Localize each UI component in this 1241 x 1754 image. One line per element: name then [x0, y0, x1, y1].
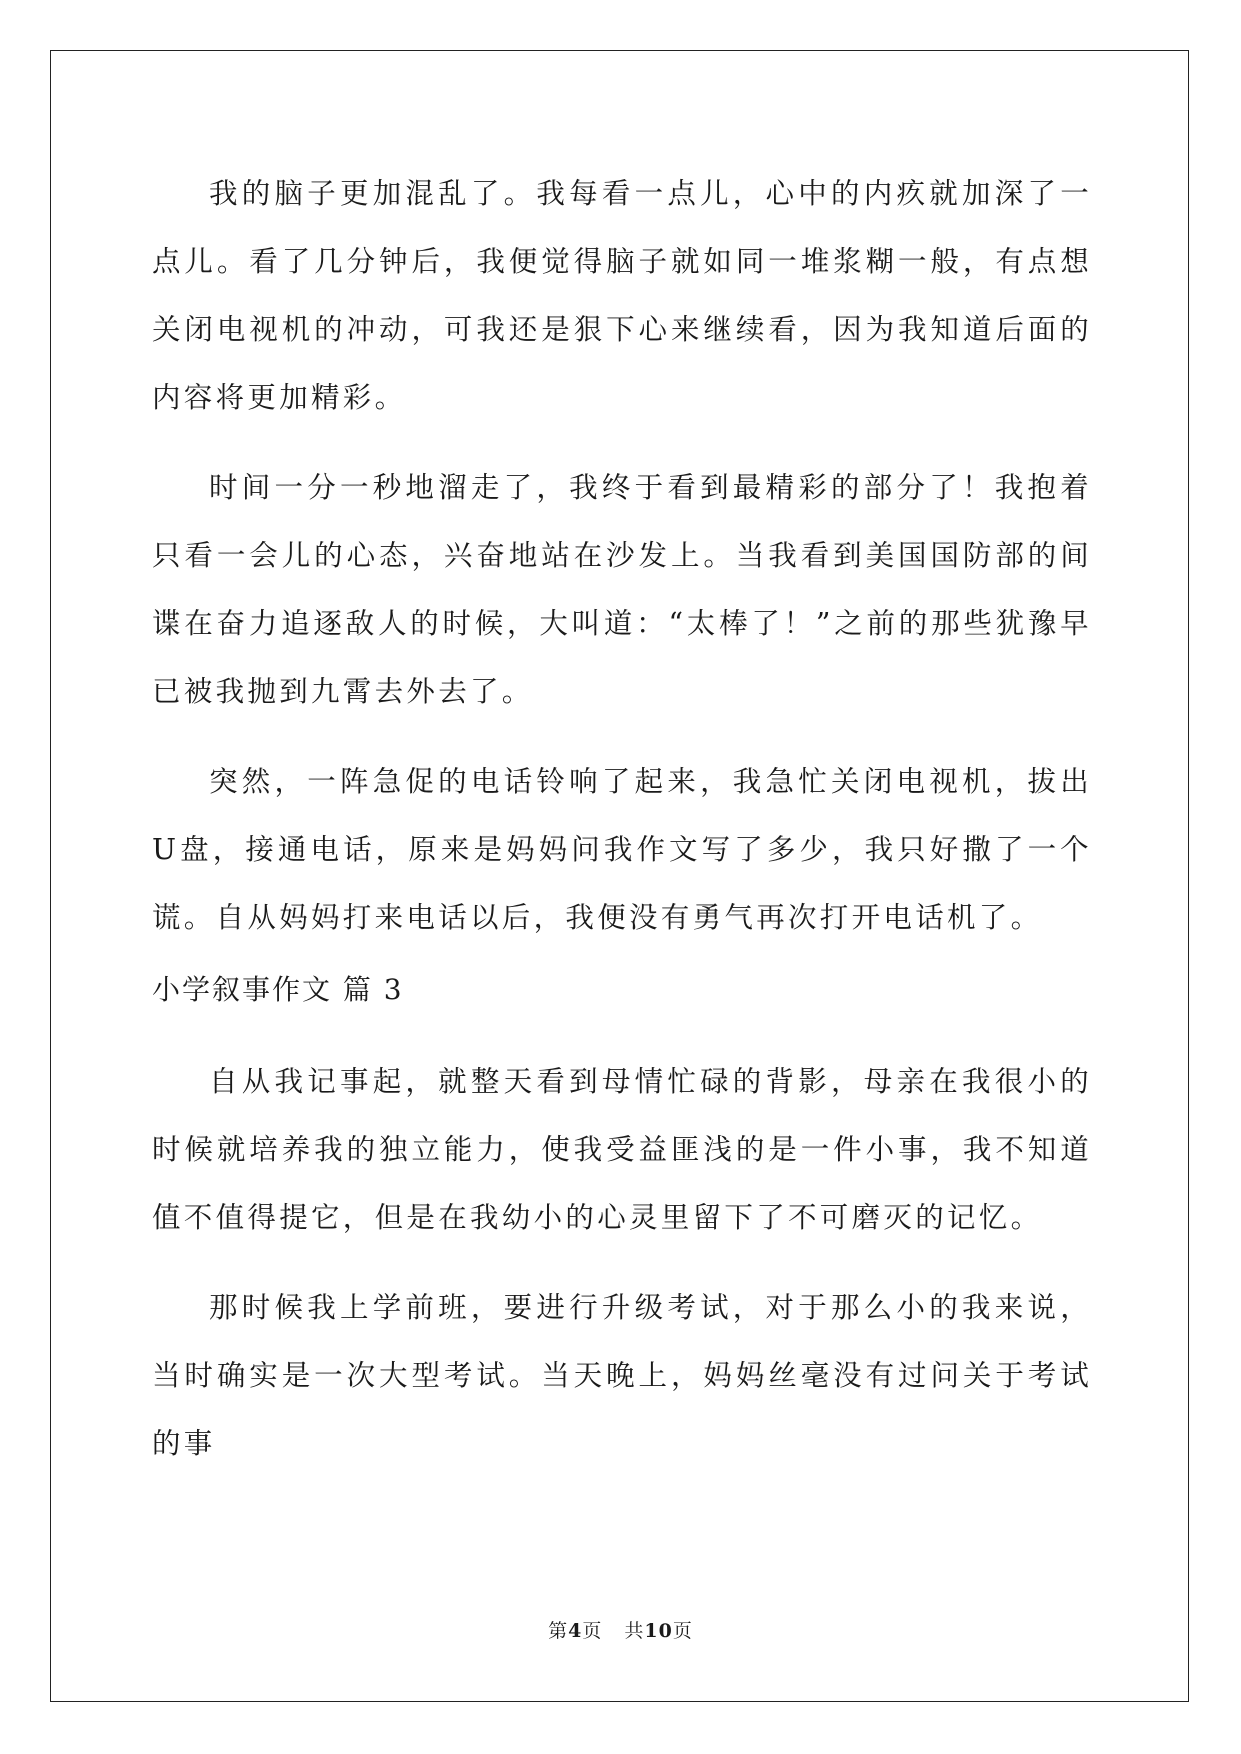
document-body: [152, 160, 1092, 1500]
paragraph: 突然，一阵急促的电话铃响了起来，我急忙关闭电视机，拔出U盘，接通电话，原来是妈妈问我作文写了多少，我只好撒了一个谎。自从妈妈打来电话以后，我便没有勇气再次打开电话机了。: [152, 765, 1092, 934]
paragraph: 自从我记事起，就整天看到母情忙碌的背影，母亲在我很小的时候就培养我的独立能力，使我受益匪浅的是一件小事，我不知道值不值得提它，但是在我幼小的心灵里留下了不可磨灭的记忆。: [152, 1065, 1092, 1234]
page-number: 4: [568, 1620, 583, 1642]
page-suffix: 页: [582, 1620, 603, 1642]
total-pages: 10: [644, 1620, 673, 1642]
page-footer: [0, 1616, 1241, 1643]
total-prefix: 共: [624, 1620, 645, 1642]
section-heading: 小学叙事作文 篇 3: [152, 973, 404, 1006]
paragraph: 时间一分一秒地溜走了，我终于看到最精彩的部分了！我抱着只看一会儿的心态，兴奋地站在沙发上。当我看到美国国防部的间谍在奋力追逐敌人的时候，大叫道：“太棒了！”之前的那些犹豫早已被我抛到九霄去外去了。: [152, 471, 1092, 708]
paragraph: 我的脑子更加混乱了。我每看一点儿，心中的内疚就加深了一点儿。看了几分钟后，我便觉得脑子就如同一堆浆糊一般，有点想关闭电视机的冲动，可我还是狠下心来继续看，因为我知道后面的内容将更加精彩。: [152, 177, 1092, 414]
page-prefix: 第: [548, 1620, 569, 1642]
total-suffix: 页: [672, 1620, 693, 1642]
paragraph: 那时候我上学前班，要进行升级考试，对于那么小的我来说，当时确实是一次大型考试。当天晚上，妈妈丝毫没有过问关于考试的事: [152, 1291, 1092, 1460]
